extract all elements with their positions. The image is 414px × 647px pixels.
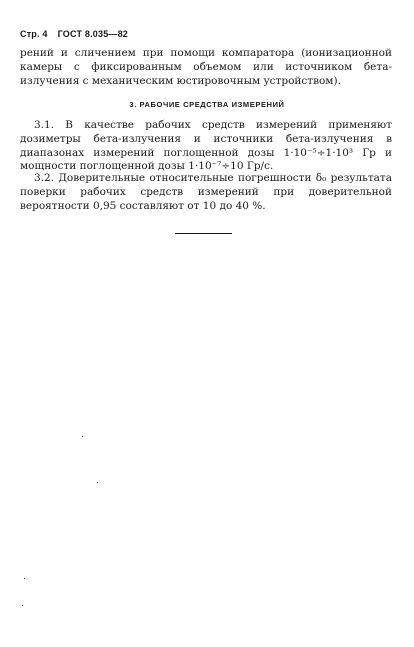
paragraph-3-1-text: 3.1. В качестве рабочих средств измерений применяют дозиметры бета-излучения и источники бета-излучения в диапазонах измерений поглощенной дозы 1·10⁻⁵÷1·10³ Гр и мощности поглощенной дозы 1·10⁻⁷÷10 Гр/с. <box>20 119 392 173</box>
speck <box>22 605 23 606</box>
page-number: Стр. 4 <box>20 29 48 39</box>
paragraph-3-1 <box>20 119 392 174</box>
speck <box>82 436 83 437</box>
paragraph-3-2-text: 3.2. Доверительные относительные погрешности δ₀ результата поверки рабочих средств измерений при доверительной вероятности 0,95 составляют от 10 до 40 %. <box>20 172 392 212</box>
paragraph-3-2 <box>20 172 392 213</box>
continued-paragraph: рений и сличением при помощи компаратора (ионизационной камеры с фиксированным объемом или источником бета-излучения с механическим юстировочным устройством). <box>20 47 392 87</box>
speck <box>24 578 25 579</box>
speck <box>97 482 98 483</box>
standard-number: ГОСТ 8.035—82 <box>57 29 129 39</box>
page-header <box>20 29 128 39</box>
section-divider <box>175 233 232 234</box>
section-heading: 3. РАБОЧИЕ СРЕДСТВА ИЗМЕРЕНИЙ <box>129 100 285 109</box>
